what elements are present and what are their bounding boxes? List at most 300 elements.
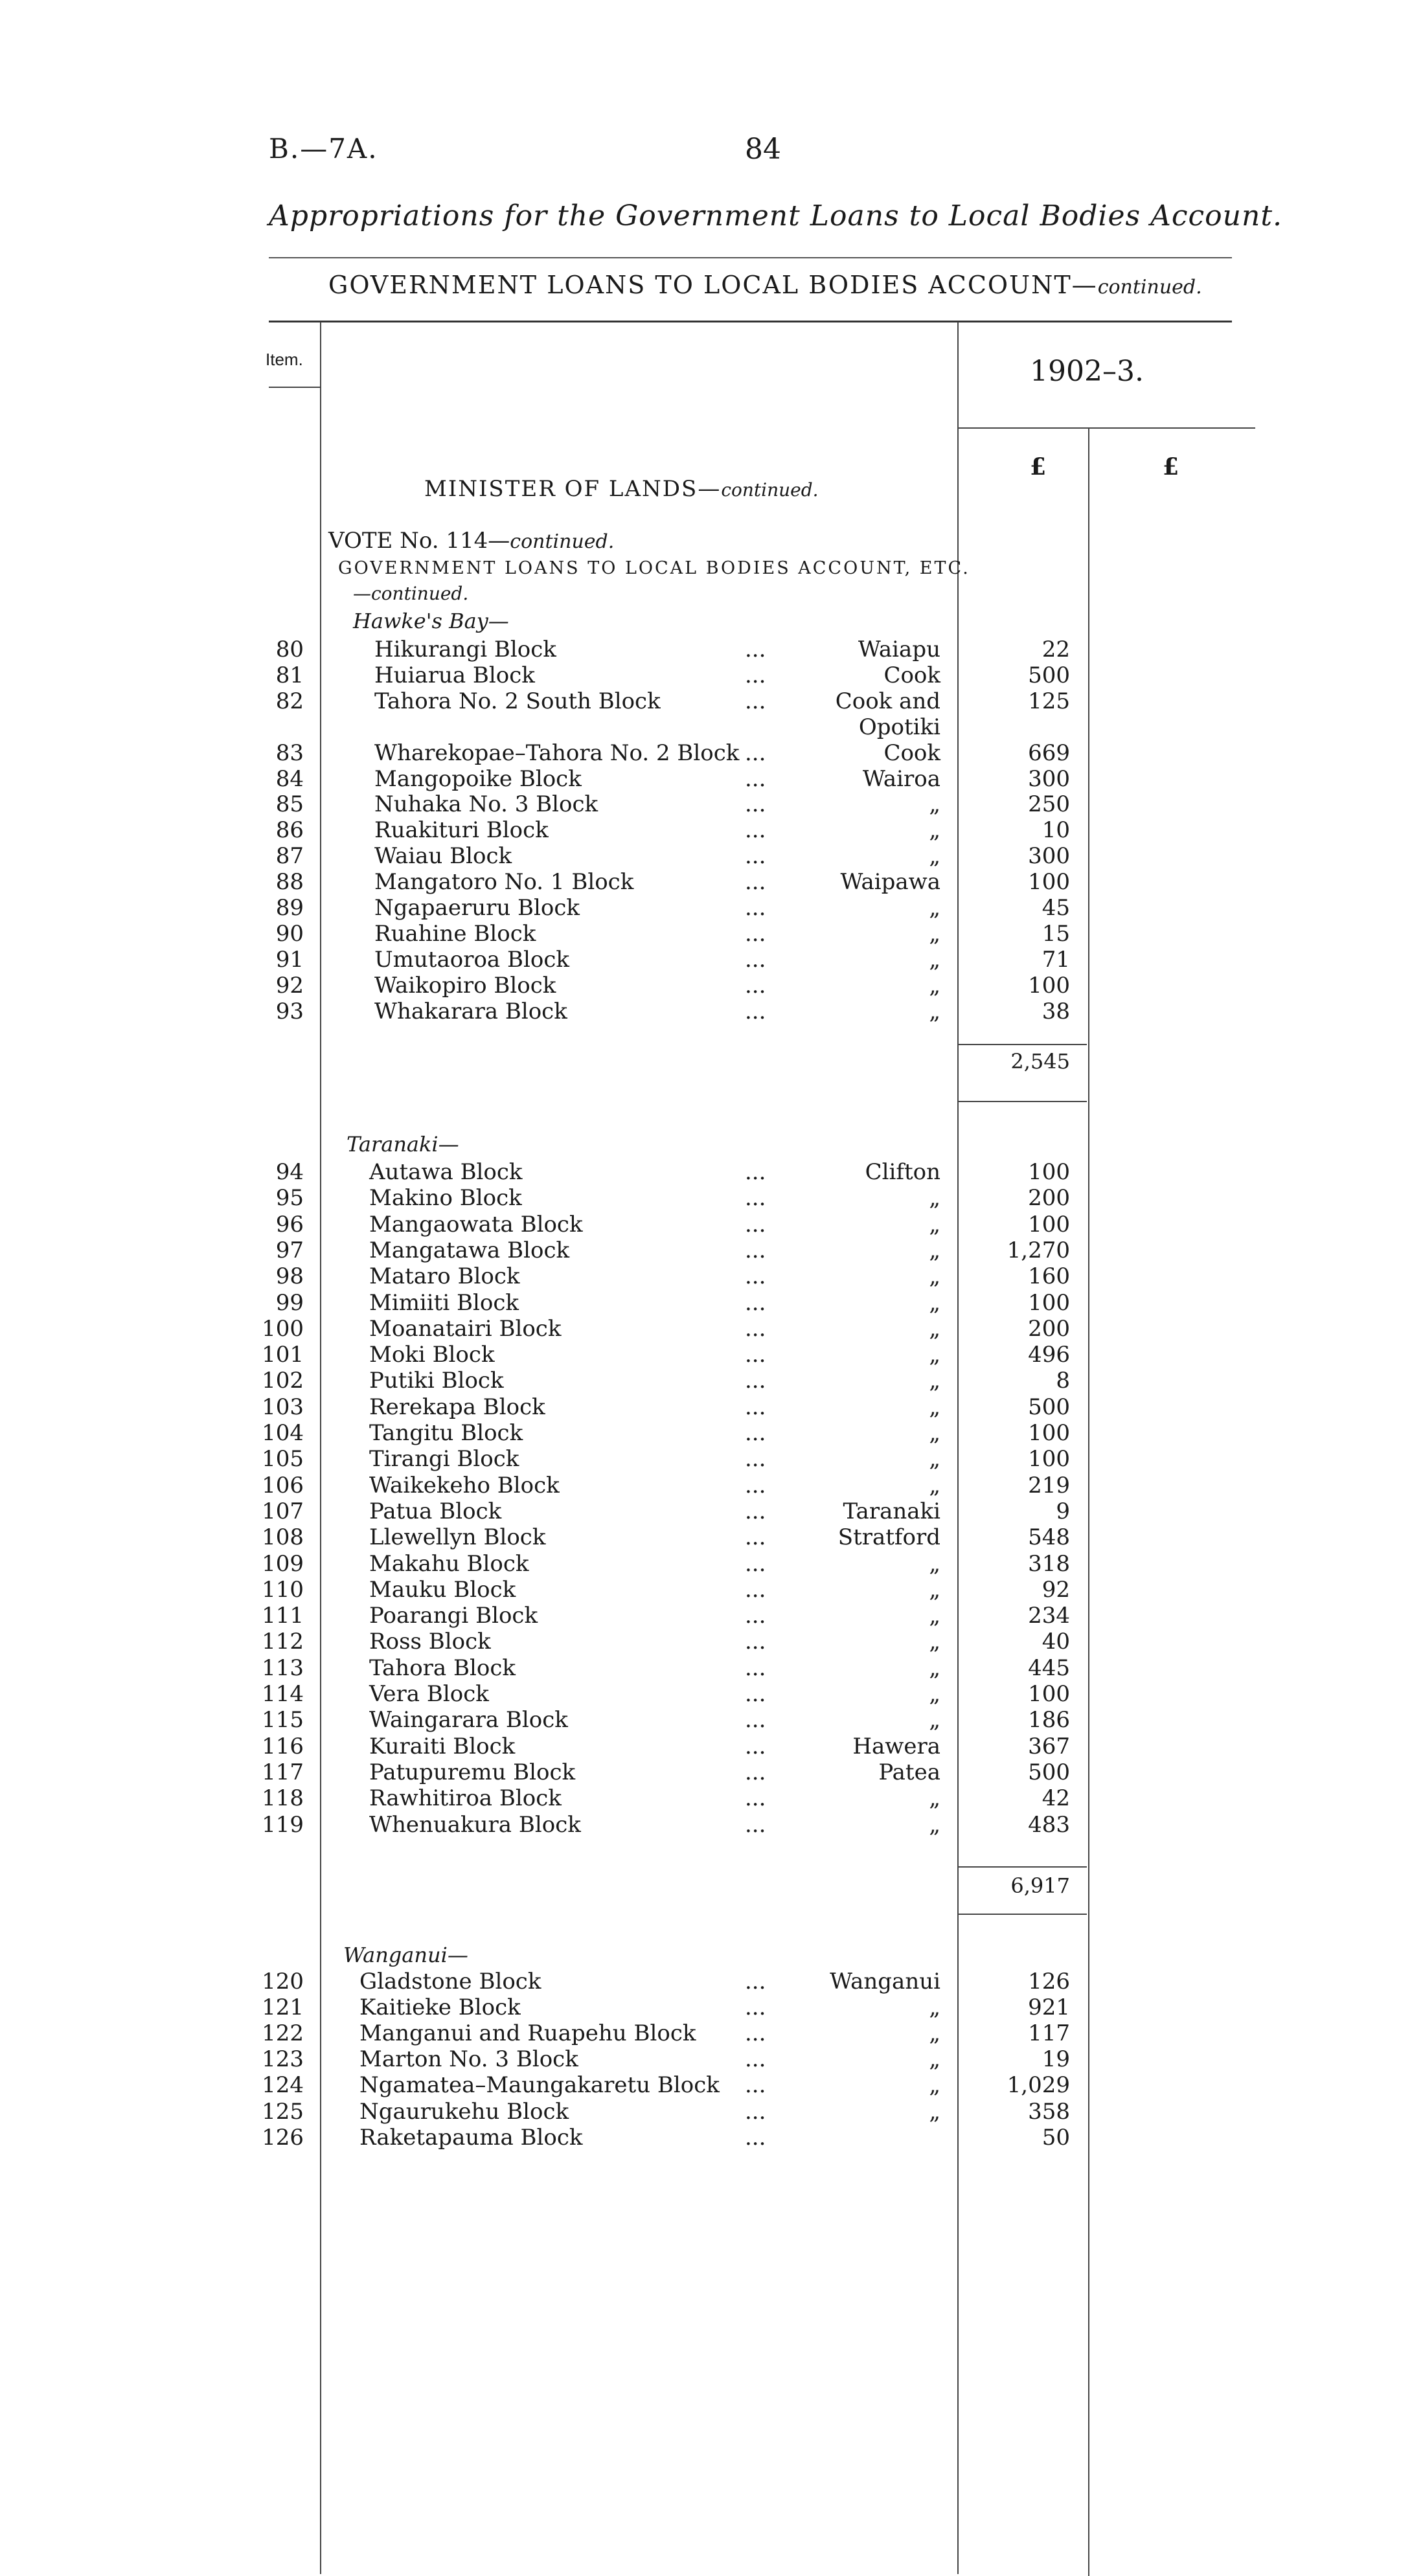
table-row <box>0 1759 1423 1785</box>
amount: 500 <box>1028 1394 1070 1420</box>
amount: 1,029 <box>1007 2072 1070 2098</box>
county-name: „ <box>929 791 940 817</box>
block-name: Hikurangi Block <box>374 637 556 662</box>
table-row <box>0 869 1423 895</box>
block-name: Ruahine Block <box>374 921 536 947</box>
leader-dots: ... <box>745 1498 766 1524</box>
block-name: Raketapauma Block <box>359 2125 583 2151</box>
section-heading: Taranaki— <box>347 1132 459 1157</box>
block-name: Kaitieke Block <box>359 1994 521 2020</box>
amount: 19 <box>1042 2046 1070 2072</box>
item-number: 116 <box>262 1734 304 1759</box>
block-name: Mangopoike Block <box>374 766 582 792</box>
amount: 496 <box>1028 1342 1070 1368</box>
item-number: 108 <box>262 1524 304 1550</box>
block-name: Autawa Block <box>369 1159 523 1185</box>
county-name: Wairoa <box>862 766 940 792</box>
table-row <box>0 1316 1423 1342</box>
leader-dots: ... <box>745 740 766 766</box>
vote-heading-suffix: continued. <box>510 530 615 553</box>
item-number: 104 <box>262 1420 304 1446</box>
block-name: Patupuremu Block <box>369 1759 576 1785</box>
block-name: Ross Block <box>369 1629 491 1655</box>
table-row <box>0 714 1423 740</box>
block-name: Makahu Block <box>369 1551 529 1577</box>
item-number: 101 <box>262 1342 304 1368</box>
table-row <box>0 1394 1423 1420</box>
item-number: 110 <box>262 1577 304 1603</box>
item-number: 123 <box>262 2046 304 2072</box>
item-number: 105 <box>262 1446 304 1472</box>
amount: 186 <box>1028 1707 1070 1733</box>
table-row <box>0 1629 1423 1655</box>
county-name: „ <box>929 1446 940 1472</box>
block-name: Mauku Block <box>369 1577 516 1603</box>
account-title-text: GOVERNMENT LOANS TO LOCAL BODIES ACCOUNT— <box>328 271 1098 299</box>
amount: 45 <box>1042 895 1070 921</box>
amount: 38 <box>1042 999 1070 1024</box>
item-number: 81 <box>275 662 304 688</box>
county-name: „ <box>929 1212 940 1237</box>
county-name: Cook and <box>835 688 940 714</box>
account-subheading: GOVERNMENT LOANS TO LOCAL BODIES ACCOUNT, ETC. <box>338 558 970 578</box>
amount: 318 <box>1028 1551 1070 1577</box>
amount: 9 <box>1056 1498 1070 1524</box>
block-name: Ruakituri Block <box>374 817 549 843</box>
leader-dots: ... <box>745 637 766 662</box>
leader-dots: ... <box>745 1185 766 1211</box>
county-name: „ <box>929 1655 940 1681</box>
amount: 300 <box>1028 843 1070 869</box>
block-name: Vera Block <box>369 1681 489 1707</box>
subtotal-rule <box>957 1914 1087 1915</box>
item-number: 80 <box>275 637 304 662</box>
item-number: 121 <box>262 1994 304 2020</box>
county-name: „ <box>929 1577 940 1603</box>
leader-dots: ... <box>745 921 766 947</box>
leader-dots: ... <box>745 1577 766 1603</box>
table-row <box>0 2020 1423 2046</box>
item-number: 83 <box>275 740 304 766</box>
block-name: Rawhitiroa Block <box>369 1785 562 1811</box>
block-name: Waikekeho Block <box>369 1473 560 1498</box>
account-title-suffix: continued. <box>1097 276 1202 299</box>
table-row <box>0 1212 1423 1237</box>
leader-dots: ... <box>745 1551 766 1577</box>
leader-dots: ... <box>745 1473 766 1498</box>
amount: 234 <box>1028 1603 1070 1629</box>
item-number: 112 <box>262 1629 304 1655</box>
leader-dots: ... <box>745 1290 766 1316</box>
item-number: 117 <box>262 1759 304 1785</box>
amount: 669 <box>1028 740 1070 766</box>
year-header-rule <box>957 427 1255 429</box>
table-row <box>0 1420 1423 1446</box>
table-row <box>0 2099 1423 2125</box>
amount: 92 <box>1042 1577 1070 1603</box>
amount: 22 <box>1042 637 1070 662</box>
section-heading: Wanganui— <box>343 1943 468 1967</box>
county-name: „ <box>929 1473 940 1498</box>
county-name: „ <box>929 921 940 947</box>
block-name: Tangitu Block <box>369 1420 523 1446</box>
leader-dots: ... <box>745 1785 766 1811</box>
item-number: 85 <box>275 791 304 817</box>
block-name: Mangatoro No. 1 Block <box>374 869 634 895</box>
amount: 100 <box>1028 1212 1070 1237</box>
amount: 100 <box>1028 1446 1070 1472</box>
item-number: 94 <box>275 1159 304 1185</box>
county-name: „ <box>929 1394 940 1420</box>
item-number: 91 <box>275 947 304 973</box>
item-number: 100 <box>262 1316 304 1342</box>
county-name: „ <box>929 817 940 843</box>
item-number: 102 <box>262 1368 304 1394</box>
county-name: Hawera <box>852 1734 940 1759</box>
amount: 300 <box>1028 766 1070 792</box>
table-row <box>0 1812 1423 1838</box>
leader-dots: ... <box>745 1237 766 1263</box>
leader-dots: ... <box>745 688 766 714</box>
county-name: „ <box>929 1551 940 1577</box>
table-row <box>0 1473 1423 1498</box>
item-number: 106 <box>262 1473 304 1498</box>
county-name: „ <box>929 947 940 973</box>
table-row <box>0 1237 1423 1263</box>
page-number: 84 <box>745 133 781 166</box>
item-number: 98 <box>275 1263 304 1289</box>
leader-dots: ... <box>745 1159 766 1185</box>
amount: 100 <box>1028 869 1070 895</box>
table-row <box>0 1290 1423 1316</box>
block-name: Moki Block <box>369 1342 495 1368</box>
amount: 71 <box>1042 947 1070 973</box>
table-row <box>0 662 1423 688</box>
block-name: Whakarara Block <box>374 999 567 1024</box>
table-row <box>0 688 1423 714</box>
county-name: „ <box>929 2046 940 2072</box>
leader-dots: ... <box>745 1629 766 1655</box>
amount: 200 <box>1028 1316 1070 1342</box>
county-name: „ <box>929 843 940 869</box>
county-name: Cook <box>883 662 940 688</box>
item-number: 118 <box>262 1785 304 1811</box>
amount: 42 <box>1042 1785 1070 1811</box>
leader-dots: ... <box>745 947 766 973</box>
county-name: „ <box>929 1812 940 1838</box>
leader-dots: ... <box>745 1524 766 1550</box>
amount: 921 <box>1028 1994 1070 2020</box>
county-name: „ <box>929 1707 940 1733</box>
table-row <box>0 637 1423 662</box>
subtotal-rule <box>957 1044 1087 1045</box>
table-row <box>0 1368 1423 1394</box>
account-title <box>328 271 1202 299</box>
item-number: 113 <box>262 1655 304 1681</box>
amount: 160 <box>1028 1263 1070 1289</box>
account-subheading-cont: —continued. <box>353 583 469 604</box>
block-name: Umutaoroa Block <box>374 947 569 973</box>
county-name: „ <box>929 1290 940 1316</box>
block-name: Ngamatea–Maungakaretu Block <box>359 2072 720 2098</box>
leader-dots: ... <box>745 843 766 869</box>
vote-heading <box>328 528 614 554</box>
item-number: 84 <box>275 766 304 792</box>
item-number: 103 <box>262 1394 304 1420</box>
table-row <box>0 1446 1423 1472</box>
county-name: „ <box>929 2020 940 2046</box>
item-number: 82 <box>275 688 304 714</box>
leader-dots: ... <box>745 1263 766 1289</box>
table-row <box>0 1707 1423 1733</box>
amount: 483 <box>1028 1812 1070 1838</box>
subtotal-rule <box>957 1101 1087 1102</box>
leader-dots: ... <box>745 1812 766 1838</box>
leader-dots: ... <box>745 2099 766 2125</box>
amount: 500 <box>1028 662 1070 688</box>
item-number: 114 <box>262 1681 304 1707</box>
table-row <box>0 999 1423 1024</box>
block-name: Waiau Block <box>374 843 512 869</box>
amount: 100 <box>1028 1420 1070 1446</box>
divider <box>269 321 1232 322</box>
item-number: 89 <box>275 895 304 921</box>
block-name: Waingarara Block <box>369 1707 568 1733</box>
item-number: 115 <box>262 1707 304 1733</box>
table-row <box>0 1498 1423 1524</box>
block-name: Mataro Block <box>369 1263 520 1289</box>
item-number: 109 <box>262 1551 304 1577</box>
block-name: Mangaowata Block <box>369 1212 583 1237</box>
county-name: „ <box>929 999 940 1024</box>
item-number: 86 <box>275 817 304 843</box>
amount: 40 <box>1042 1629 1070 1655</box>
amount: 200 <box>1028 1185 1070 1211</box>
leader-dots: ... <box>745 1759 766 1785</box>
county-name: Patea <box>878 1759 940 1785</box>
item-number: 107 <box>262 1498 304 1524</box>
item-number: 120 <box>262 1969 304 1994</box>
leader-dots: ... <box>745 2020 766 2046</box>
leader-dots: ... <box>745 1681 766 1707</box>
table-row <box>0 843 1423 869</box>
amount: 548 <box>1028 1524 1070 1550</box>
amount: 100 <box>1028 1681 1070 1707</box>
leader-dots: ... <box>745 791 766 817</box>
item-number: 92 <box>275 973 304 999</box>
block-name: Putiki Block <box>369 1368 504 1394</box>
amount: 100 <box>1028 1290 1070 1316</box>
table-row <box>0 1551 1423 1577</box>
amount: 100 <box>1028 973 1070 999</box>
item-number: 96 <box>275 1212 304 1237</box>
county-name: „ <box>929 1185 940 1211</box>
item-number: 124 <box>262 2072 304 2098</box>
table-row <box>0 1524 1423 1550</box>
table-row <box>0 2046 1423 2072</box>
county-name: „ <box>929 2072 940 2098</box>
county-name: Waipawa <box>840 869 940 895</box>
leader-dots: ... <box>745 1316 766 1342</box>
county-name: „ <box>929 1316 940 1342</box>
subtotal-rule <box>957 1866 1087 1868</box>
amount: 117 <box>1028 2020 1070 2046</box>
table-row <box>0 2072 1423 2098</box>
item-header-rule <box>269 387 320 388</box>
county-name: Clifton <box>865 1159 940 1185</box>
section-total: 6,917 <box>1010 1873 1070 1898</box>
page-heading: Appropriations for the Government Loans to Local Bodies Account. <box>269 199 1283 232</box>
minister-heading-suffix: continued. <box>721 479 819 501</box>
county-name: „ <box>929 1994 940 2020</box>
table-row <box>0 1994 1423 2020</box>
county-name: Opotiki <box>858 714 940 740</box>
year-column-header: 1902–3. <box>1030 355 1144 388</box>
block-name: Manganui and Ruapehu Block <box>359 2020 696 2046</box>
leader-dots: ... <box>745 1342 766 1368</box>
table-row <box>0 1681 1423 1707</box>
amount: 125 <box>1028 688 1070 714</box>
leader-dots: ... <box>745 973 766 999</box>
block-name: Makino Block <box>369 1185 522 1211</box>
table-row <box>0 895 1423 921</box>
block-name: Moanatairi Block <box>369 1316 562 1342</box>
block-name: Poarangi Block <box>369 1603 538 1629</box>
amount: 100 <box>1028 1159 1070 1185</box>
amount: 15 <box>1042 921 1070 947</box>
amount: 1,270 <box>1007 1237 1070 1263</box>
leader-dots: ... <box>745 1603 766 1629</box>
leader-dots: ... <box>745 1734 766 1759</box>
item-number: 95 <box>275 1185 304 1211</box>
leader-dots: ... <box>745 1212 766 1237</box>
amount: 367 <box>1028 1734 1070 1759</box>
county-name: Stratford <box>837 1524 940 1550</box>
item-number: 90 <box>275 921 304 947</box>
table-row <box>0 791 1423 817</box>
leader-dots: ... <box>745 2046 766 2072</box>
table-row <box>0 921 1423 947</box>
county-name: „ <box>929 1263 940 1289</box>
leader-dots: ... <box>745 817 766 843</box>
amount: 50 <box>1042 2125 1070 2151</box>
county-name: Taranaki <box>843 1498 940 1524</box>
leader-dots: ... <box>745 1655 766 1681</box>
amount: 500 <box>1028 1759 1070 1785</box>
document-id: B.—7A. <box>269 133 378 164</box>
leader-dots: ... <box>745 1446 766 1472</box>
item-column-header: Item. <box>266 350 303 369</box>
county-name: „ <box>929 1603 940 1629</box>
leader-dots: ... <box>745 1394 766 1420</box>
vote-heading-text: VOTE No. 114— <box>328 528 510 554</box>
table-row <box>0 1185 1423 1211</box>
leader-dots: ... <box>745 2125 766 2151</box>
county-name: Wanganui <box>830 1969 940 1994</box>
table-row <box>0 947 1423 973</box>
block-name: Tahora No. 2 South Block <box>374 688 661 714</box>
block-name: Nuhaka No. 3 Block <box>374 791 598 817</box>
amount: 250 <box>1028 791 1070 817</box>
county-name: „ <box>929 1785 940 1811</box>
block-name: Ngaurukehu Block <box>359 2099 569 2125</box>
amount: 358 <box>1028 2099 1070 2125</box>
leader-dots: ... <box>745 1420 766 1446</box>
leader-dots: ... <box>745 1969 766 1994</box>
table-row <box>0 1969 1423 1994</box>
section-heading: Hawke's Bay— <box>353 609 509 633</box>
item-number: 111 <box>262 1603 304 1629</box>
leader-dots: ... <box>745 1994 766 2020</box>
county-name: „ <box>929 1342 940 1368</box>
item-number: 93 <box>275 999 304 1024</box>
block-name: Rerekapa Block <box>369 1394 545 1420</box>
item-number: 88 <box>275 869 304 895</box>
amount: 445 <box>1028 1655 1070 1681</box>
leader-dots: ... <box>745 766 766 792</box>
table-row <box>0 1734 1423 1759</box>
leader-dots: ... <box>745 1707 766 1733</box>
leader-dots: ... <box>745 1368 766 1394</box>
amount: 10 <box>1042 817 1070 843</box>
item-number: 119 <box>262 1812 304 1838</box>
block-name: Mangatawa Block <box>369 1237 570 1263</box>
county-name: „ <box>929 2099 940 2125</box>
table-row <box>0 1263 1423 1289</box>
block-name: Huiarua Block <box>374 662 535 688</box>
amount: 8 <box>1056 1368 1070 1394</box>
leader-dots: ... <box>745 895 766 921</box>
item-number: 87 <box>275 843 304 869</box>
leader-dots: ... <box>745 662 766 688</box>
county-name: „ <box>929 1237 940 1263</box>
amount: 219 <box>1028 1473 1070 1498</box>
table-row <box>0 1785 1423 1811</box>
item-number: 97 <box>275 1237 304 1263</box>
block-name: Ngapaeruru Block <box>374 895 580 921</box>
minister-heading-text: MINISTER OF LANDS— <box>424 476 722 502</box>
amount: 126 <box>1028 1969 1070 1994</box>
minister-heading <box>424 476 819 502</box>
table-row <box>0 1655 1423 1681</box>
county-name: Cook <box>883 740 940 766</box>
county-name: „ <box>929 1681 940 1707</box>
county-name: „ <box>929 1629 940 1655</box>
block-name: Gladstone Block <box>359 1969 541 1994</box>
table-row <box>0 1159 1423 1185</box>
block-name: Tirangi Block <box>369 1446 519 1472</box>
leader-dots: ... <box>745 869 766 895</box>
table-row <box>0 817 1423 843</box>
county-name: „ <box>929 1368 940 1394</box>
table-row <box>0 740 1423 766</box>
block-name: Llewellyn Block <box>369 1524 546 1550</box>
item-number: 99 <box>275 1290 304 1316</box>
table-row <box>0 2125 1423 2151</box>
table-row <box>0 1577 1423 1603</box>
block-name: Wharekopae–Tahora No. 2 Block <box>374 740 740 766</box>
table-row <box>0 766 1423 792</box>
block-name: Kuraiti Block <box>369 1734 516 1759</box>
block-name: Mimiiti Block <box>369 1290 519 1316</box>
leader-dots: ... <box>745 999 766 1024</box>
block-name: Marton No. 3 Block <box>359 2046 578 2072</box>
item-number: 122 <box>262 2020 304 2046</box>
item-number: 126 <box>262 2125 304 2151</box>
leader-dots: ... <box>745 2072 766 2098</box>
county-name: „ <box>929 895 940 921</box>
table-row <box>0 1603 1423 1629</box>
